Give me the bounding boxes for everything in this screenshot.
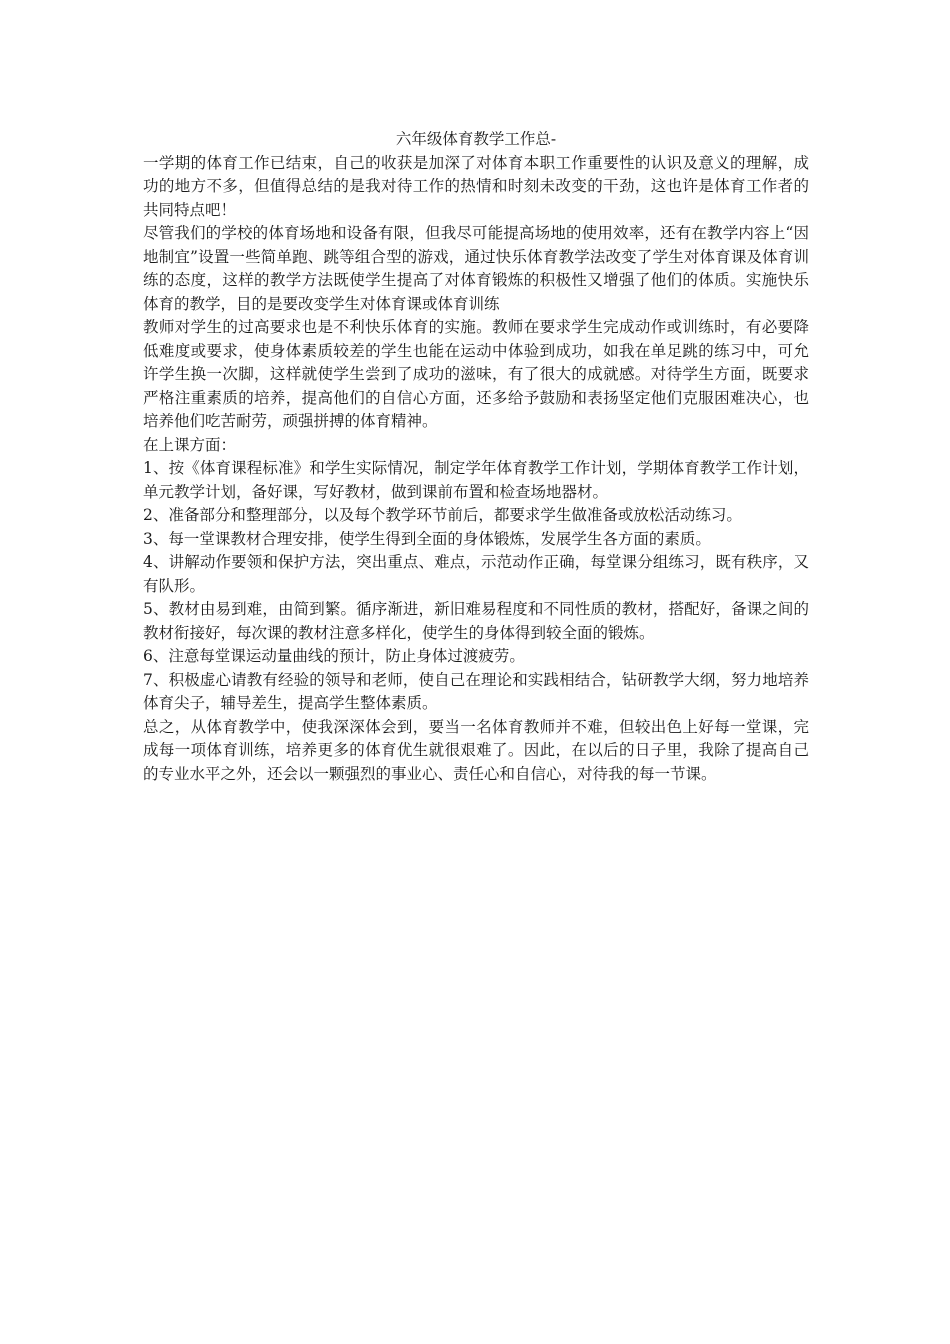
list-item-4: 4、讲解动作要领和保护方法，突出重点、难点，示范动作正确，每堂课分组练习，既有秩序，又有队形。 bbox=[143, 553, 809, 595]
paragraph-facilities: 尽管我们的学校的体育场地和设备有限，但我尽可能提高场地的使用效率，还有在教学内容上“因地制宜”设置一些简单跑、跳等组合型的游戏，通过快乐体育教学法改变了学生对体育课及体育训练的态度，这样的教学方法既使学生提高了对体育锻炼的积极性又增强了他们的体质。实施快乐体育的教学，目的是要改变学生对体育课或体育训练 bbox=[143, 224, 809, 313]
paragraph-class-heading: 在上课方面： bbox=[143, 435, 237, 454]
paragraph-intro: 一学期的体育工作已结束，自己的收获是加深了对体育本职工作重要性的认识及意义的理解，成功的地方不多，但值得总结的是我对待工作的热情和时刻未改变的干劲，这也许是体育工作者的共同特点吧！ bbox=[143, 153, 809, 219]
list-item-5: 5、教材由易到难，由简到繁。循序渐进，新旧难易程度和不同性质的教材，搭配好，备课之间的教材衔接好，每次课的教材注意多样化，使学生的身体得到较全面的锻炼。 bbox=[143, 600, 809, 642]
list-item-7: 7、积极虚心请教有经验的领导和老师，使自己在理论和实践相结合，钻研教学大纲，努力地培养体育尖子，辅导差生，提高学生整体素质。 bbox=[143, 670, 809, 712]
paragraph-conclusion: 总之，从体育教学中，使我深深体会到，要当一名体育教师并不难，但较出色上好每一堂课，完成每一项体育训练，培养更多的体育优生就很艰难了。因此，在以后的日子里，我除了提高自己的专业水平之外，还会以一颗强烈的事业心、责任心和自信心，对待我的每一节课。 bbox=[143, 717, 809, 783]
document-body bbox=[143, 128, 809, 786]
list-item-1: 1、按《体育课程标准》和学生实际情况，制定学年体育教学工作计划，学期体育教学工作计划，单元教学计划，备好课，写好教材，做到课前布置和检查场地器材。 bbox=[143, 459, 809, 501]
list-item-2: 2、准备部分和整理部分，以及每个教学环节前后，都要求学生做准备或放松活动练习。 bbox=[143, 506, 742, 524]
list-item-3: 3、每一堂课教材合理安排，使学生得到全面的身体锻炼，发展学生各方面的素质。 bbox=[143, 529, 711, 548]
paragraph-requirements: 教师对学生的过高要求也是不利快乐体育的实施。教师在要求学生完成动作或训练时，有必要降低难度或要求，使身体素质较差的学生也能在运动中体验到成功，如我在单足跳的练习中，可允许学生换一次脚，这样就使学生尝到了成功的滋味，有了很大的成就感。对待学生方面，既要求严格注重素质的培养，提高他们的自信心方面，还多给予鼓励和表扬坚定他们克服困难决心，也培养他们吃苦耐劳，顽强拼搏的体育精神。 bbox=[143, 318, 809, 430]
list-item-6: 6、注意每堂课运动量曲线的预计，防止身体过渡疲劳。 bbox=[143, 647, 525, 665]
document-title: 六年级体育教学工作总- bbox=[395, 130, 557, 148]
